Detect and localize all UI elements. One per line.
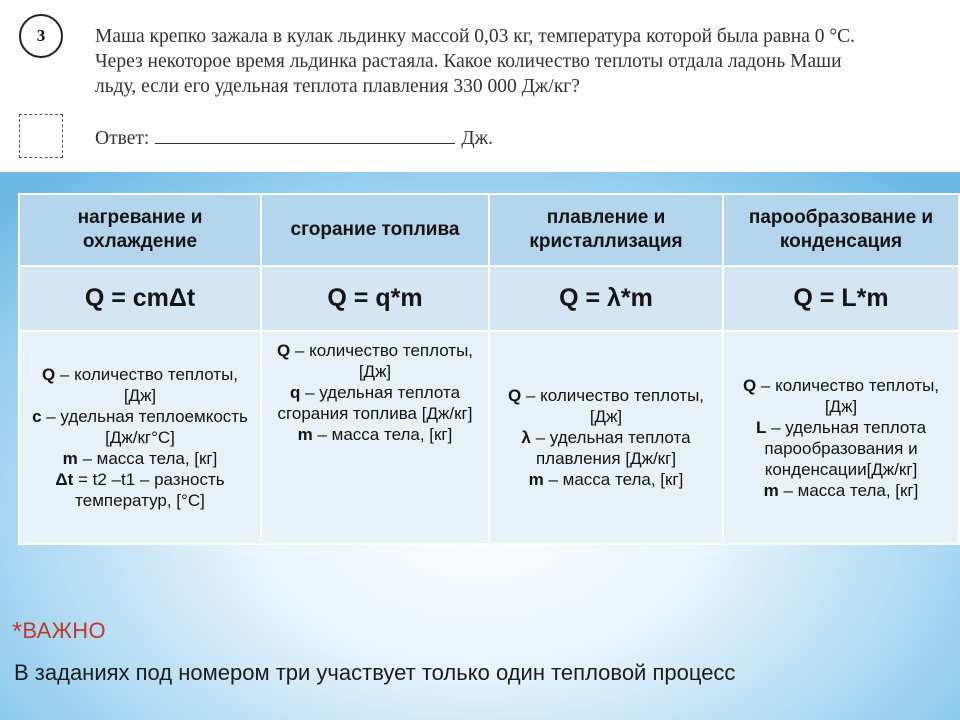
description-row xyxy=(19,331,959,544)
desc-line: Q – количество теплоты, [Дж] xyxy=(742,375,940,416)
desc-vaporization xyxy=(723,331,959,544)
formula-melting: Q = λ*m xyxy=(489,266,723,331)
asterisk-icon: * xyxy=(12,616,23,646)
desc-line: Δt = t2 –t1 – разность температур, [°С] xyxy=(55,470,225,510)
important-heading xyxy=(12,616,106,647)
desc-melting xyxy=(489,331,723,544)
desc-line: m – масса тела, [кг] xyxy=(763,480,919,500)
formula-vaporization: Q = L*m xyxy=(723,266,959,331)
header-row xyxy=(19,194,959,266)
desc-heating xyxy=(19,331,261,544)
task-line: льду, если его удельная теплота плавления 330 000 Дж/кг? xyxy=(95,76,580,97)
task-line: Через некоторое время льдинка растаяла. Какое количество теплоты отдала ладонь Маши xyxy=(95,51,842,72)
formula-table-wrapper xyxy=(18,193,958,545)
desc-line: Q – количество теплоты, [Дж] xyxy=(507,386,705,426)
desc-line: λ – удельная теплота плавления [Дж/кг] xyxy=(521,428,691,468)
answer-blank xyxy=(155,127,455,144)
desc-line: m – масса тела, [кг] xyxy=(528,470,684,489)
important-title: ВАЖНО xyxy=(22,618,106,643)
important-note: В заданиях под номером три участвует только один тепловой процесс xyxy=(14,660,736,685)
desc-line: q – удельная теплота сгорания топлива [Дж/кг] xyxy=(277,383,473,423)
desc-line: L – удельная теплота парообразования и конденсации[Дж/кг] xyxy=(755,417,927,479)
header-combustion: сгорание топлива xyxy=(261,194,489,266)
desc-line: m – масса тела, [кг] xyxy=(62,449,218,468)
task-number-circle: 3 xyxy=(19,14,63,58)
header-vaporization: парообразование и конденсация xyxy=(723,194,959,266)
desc-line: Q – количество теплоты, [Дж] xyxy=(41,365,239,405)
header-melting: плавление и кристаллизация xyxy=(489,194,723,266)
formula-combustion: Q = q*m xyxy=(261,266,489,331)
formula-heating: Q = cmΔt xyxy=(19,266,261,331)
formula-table xyxy=(18,193,960,545)
task-block xyxy=(0,0,960,172)
desc-combustion xyxy=(261,331,489,544)
desc-line: c – удельная теплоемкость [Дж/кг°С] xyxy=(32,407,248,447)
answer-box xyxy=(19,114,63,158)
header-heating: нагревание и охлаждение xyxy=(19,194,261,266)
formula-row xyxy=(19,266,959,331)
answer-label: Ответ: xyxy=(95,128,150,149)
task-text xyxy=(95,24,935,99)
desc-line: m – масса тела, [кг] xyxy=(297,425,453,444)
answer-line xyxy=(95,127,493,150)
answer-unit: Дж. xyxy=(461,128,493,149)
desc-line: Q – количество теплоты, [Дж] xyxy=(276,341,474,381)
task-line: Маша крепко зажала в кулак льдинку массой 0,03 кг, температура которой была равна 0 °С. xyxy=(95,26,856,47)
